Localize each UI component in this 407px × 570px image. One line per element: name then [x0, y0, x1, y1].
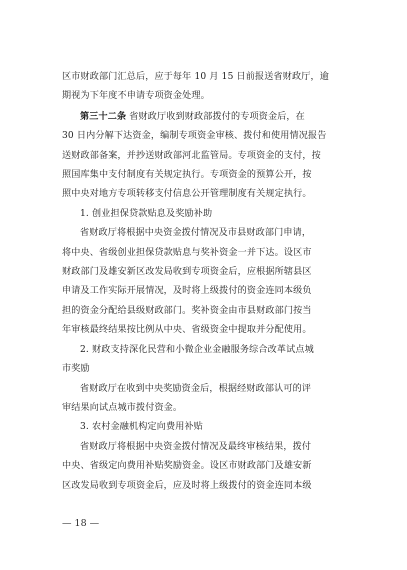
page-number: — 18 —: [62, 518, 100, 529]
text-line: 省财政厅在收到中央奖励资金后，根据经财政部认可的评: [80, 383, 312, 394]
text-line: 照中央对地方专项转移支付信息公开管理制度有关规定执行。: [62, 189, 312, 200]
text-line: 将中央、省级创业担保贷款贴息与奖补资金一并下达。设区市: [62, 247, 312, 258]
text-line: 省财政厅将根据中央资金拨付情况及最终审核结果，拨付: [80, 441, 312, 452]
text-line: 审结果向试点城市拨付资金。: [62, 402, 183, 413]
text-line: 担的资金分配给县级财政部门。奖补资金由市县财政部门按当: [62, 305, 312, 316]
text-line: 照国库集中支付制度有关规定执行。专项资金的预算公开，按: [62, 170, 312, 181]
section-heading: 2. 财政支持深化民营和小微企业金融服务综合改革试点城: [80, 344, 314, 355]
text-line: 区市财政部门汇总后，应于每年 10 月 15 日前报送省财政厅，逾: [62, 72, 329, 82]
text-line: 省财政厅将根据中央资金拨付情况及市县财政部门申请，: [80, 228, 312, 239]
text-line: 财政部门及雄安新区改发局收到专项资金后，应根据所辖县区: [62, 267, 312, 278]
text-line: 申请及工作实际开展情况，及时将上级拨付的资金连同本级负: [62, 286, 312, 297]
text-line: 区改发局收到专项资金后，应及时将上级拨付的资金连同本级: [62, 480, 312, 491]
section-heading: 3. 农村金融机构定向费用补贴: [80, 422, 203, 433]
article-label: 第三十二条: [80, 110, 127, 122]
text-line: 30 日内分解下达资金，编制专项资金审核、拨付和使用情况报告: [62, 131, 327, 142]
document-body: [62, 68, 346, 496]
text-fragment: 收到财政部拨付的专项资金后，在: [166, 111, 305, 122]
article-line: [62, 107, 346, 127]
text-line: 中央、省级定向费用补贴奖励资金。设区市财政部门及雄安新: [62, 461, 312, 472]
section-heading-continued: 市奖励: [62, 364, 90, 375]
text-line: 送财政部备案，并抄送财政部河北监管局。专项资金的支付，按: [62, 150, 321, 161]
section-heading: 1. 创业担保贷款贴息及奖励补助: [80, 208, 213, 219]
article-prefix: 省财政厅: [129, 111, 167, 122]
text-line: 期视为下年度不申请专项资金处理。: [62, 91, 210, 102]
text-line: 年审核最终结果按比例从中央、省级资金中提取并分配使用。: [62, 325, 312, 336]
